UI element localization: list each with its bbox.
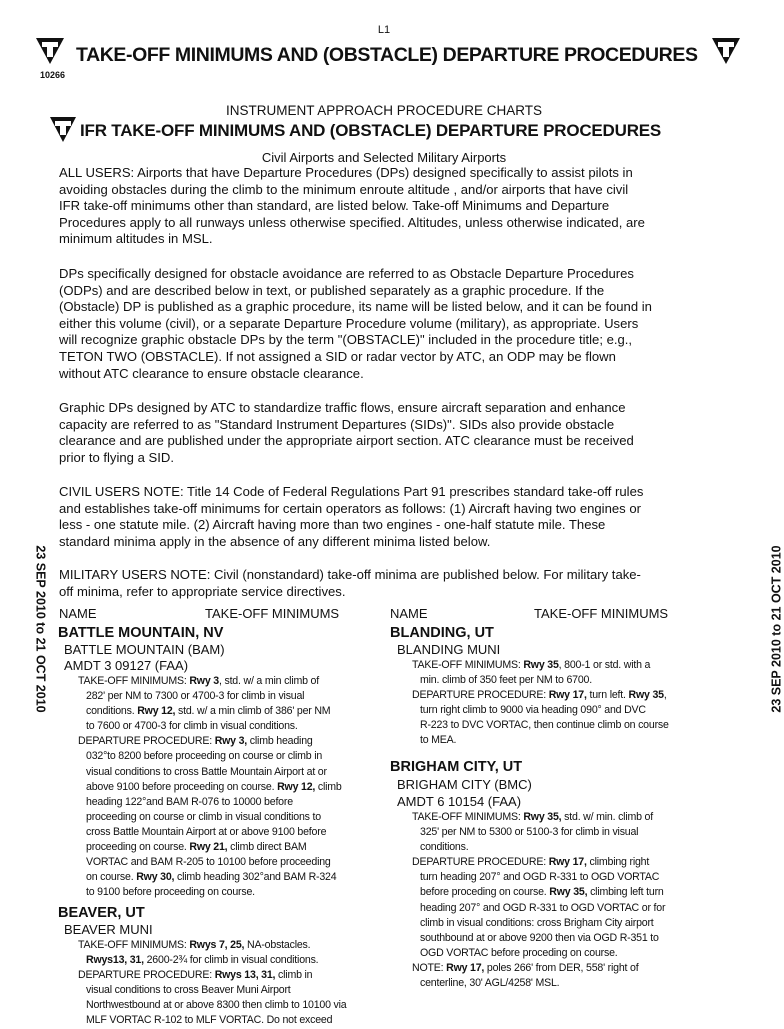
airport-city-heading: BLANDING, UT: [390, 625, 494, 641]
procedure-line: [78, 953, 378, 968]
runway-label: Rwy 17,: [548, 689, 587, 702]
take-off-minimums-triangle-icon: [712, 38, 740, 64]
minimums-column-header: TAKE-OFF MINIMUMS: [205, 606, 340, 621]
page-title: TAKE-OFF MINIMUMS AND (OBSTACLE) DEPARTURE PROCEDURES: [76, 44, 698, 66]
procedure-text: centerline, 30' AGL/4258' MSL.: [420, 977, 560, 990]
runway-label: Rwy 35: [628, 689, 664, 702]
procedure-line: [412, 825, 712, 840]
procedure-text: visual conditions to cross Beaver Muni Airport: [86, 984, 291, 997]
text-line: IFR take-off minimums other than standard, are listed below. Take-off Minimums and Departure: [59, 198, 610, 214]
text-line: DPs specifically designed for obstacle avoidance are referred to as Obstacle Departure Procedures: [59, 266, 634, 281]
text-line: MILITARY USERS NOTE: Civil (nonstandard) take-off minima are published below. For military take-: [59, 567, 641, 582]
procedure-line: [78, 840, 378, 855]
airport-city-heading: BRIGHAM CITY, UT: [390, 759, 523, 775]
chart-type-heading: INSTRUMENT APPROACH PROCEDURE CHARTS: [225, 103, 543, 118]
procedure-line: [412, 688, 712, 703]
procedure-text: visual conditions to cross Battle Mountain Airport at or: [86, 765, 327, 778]
procedure-line: [78, 968, 378, 983]
text-line: TETON TWO (OBSTACLE). If not assigned a SID or radar vector by ATC, an ODP may be flown: [59, 348, 616, 364]
procedure-text: proceeding on course.: [86, 841, 190, 854]
procedure-text: above 9100 before proceeding on course.: [86, 780, 278, 793]
procedure-line: [78, 704, 378, 719]
procedure-line: [412, 840, 712, 855]
name-column-header: NAME: [390, 606, 428, 621]
procedure-text: climbing left turn: [587, 886, 664, 899]
procedure-line: [412, 976, 712, 991]
procedure-text: 325' per NM to 5300 or 5100-3 for climb in visual: [420, 826, 639, 839]
procedure-text: climb direct BAM: [227, 841, 307, 854]
procedure-text: MLF VORTAC R-102 to MLF VORTAC. Do not exceed: [86, 1014, 333, 1027]
procedure-text: R-223 to DVC VORTAC, then continue climb on course: [420, 719, 669, 732]
procedure-line: [78, 719, 378, 734]
procedure-line: [78, 870, 378, 885]
effective-date-right: 23 SEP 2010 to 21 OCT 2010: [769, 545, 784, 713]
procedure-text: proceeding on course or climb in visual conditions to: [86, 810, 321, 823]
procedure-text: TAKE-OFF MINIMUMS:: [78, 675, 190, 687]
effective-date-left: 23 SEP 2010 to 21 OCT 2010: [33, 545, 48, 713]
procedure-text: Northwestbound at or above 8300 then climb to 10100 via: [86, 999, 347, 1012]
airport-name: BEAVER MUNI: [64, 922, 153, 937]
runway-label: Rwys 7, 25,: [189, 939, 245, 951]
procedure-text: 282' per NM to 7300 or 4700-3 for climb in visual: [86, 690, 305, 703]
procedure-line: [412, 901, 712, 916]
procedure-text: turn left.: [586, 689, 629, 702]
procedure-line: [78, 765, 378, 780]
procedure-text: , 800-1 or std. with a: [558, 659, 651, 671]
text-line: minimum altitudes in MSL.: [59, 231, 213, 247]
procedure-line: [78, 674, 378, 689]
amendment: AMDT 6 10154 (FAA): [397, 794, 522, 809]
procedure-text: climb heading 302°and BAM R-324: [174, 871, 337, 884]
runway-label: Rwy 3: [189, 675, 219, 687]
runway-label: Rwy 12,: [277, 780, 316, 793]
runway-label: Rwys 13, 31,: [214, 969, 276, 982]
text-line: CIVIL USERS NOTE: Title 14 Code of Federal Regulations Part 91 prescribes standard take-off rules: [59, 484, 644, 499]
procedure-text: to 7600 or 4700-3 for climb in visual conditions.: [86, 720, 298, 733]
airport-city-heading: BATTLE MOUNTAIN, NV: [58, 625, 224, 641]
procedure-text: 032°to 8200 before proceeding on course or climb in: [86, 750, 323, 763]
minimums-column-header: TAKE-OFF MINIMUMS: [534, 606, 669, 621]
runway-label: Rwys13, 31,: [86, 954, 144, 967]
procedure-line: [78, 810, 378, 825]
procedure-line: [78, 998, 378, 1013]
procedure-text: min. climb of 350 feet per NM to 6700.: [420, 674, 592, 687]
procedure-text: OGD VORTAC before proceding on course.: [420, 946, 618, 959]
airport-scope: Civil Airports and Selected Military Airports: [261, 150, 507, 165]
runway-label: Rwy 30,: [136, 871, 175, 884]
procedure-line: [412, 916, 712, 931]
procedure-line: [78, 983, 378, 998]
runway-label: Rwy 35,: [549, 886, 588, 899]
procedure-line: [78, 689, 378, 704]
procedure-text: climbing right: [586, 856, 650, 869]
runway-label: Rwy 17,: [548, 856, 587, 869]
procedure-line: [412, 718, 712, 733]
procedure-text: turn heading 207° and OGD R-331 to OGD VORTAC: [420, 871, 660, 884]
procedure-text: , std. w/ a min climb of: [218, 675, 319, 687]
procedure-text: heading 207° and OGD R-331 to OGD VORTAC or for: [420, 901, 666, 914]
airport-name: BRIGHAM CITY (BMC): [397, 777, 532, 792]
amendment: AMDT 3 09127 (FAA): [64, 658, 189, 673]
text-line: off minima, refer to appropriate service directives.: [59, 583, 346, 599]
airport-name: BATTLE MOUNTAIN (BAM): [64, 642, 225, 657]
procedure-text: turn right climb to 9000 via heading 090° and DVC: [420, 704, 646, 717]
procedure-text: cross Battle Mountain Airport at or above 9100 before: [86, 825, 327, 838]
procedure-text: ,: [663, 689, 667, 702]
procedure-text: before proceding on course.: [420, 886, 550, 899]
procedure-text: heading 122°and BAM R-076 to 10000 before: [86, 795, 293, 808]
procedure-text: VORTAC and BAM R-205 to 10100 before proceeding: [86, 856, 331, 869]
text-line: will recognize graphic obstacle DPs by the term "(OBSTACLE)" included in the procedure title; e.g.,: [59, 332, 633, 348]
runway-label: Rwy 12,: [137, 705, 176, 718]
procedure-line: [412, 855, 712, 870]
procedure-line: [412, 946, 712, 961]
procedure-text: std. w/ min. climb of: [561, 811, 653, 823]
procedure-text: DEPARTURE PROCEDURE:: [78, 969, 215, 982]
take-off-minimums-triangle-icon: [36, 38, 64, 64]
military-users-note: [59, 567, 709, 600]
procedure-text: NOTE:: [412, 961, 447, 974]
take-off-minimums-triangle-icon: [50, 117, 76, 142]
text-line: without ATC clearance to ensure obstacle clearance.: [59, 365, 364, 381]
procedure-text: to 9100 before proceeding on course.: [86, 886, 255, 899]
text-line: either this volume (civil), or a separate Departure Procedure volume (military), as appropriate. Users: [59, 315, 639, 331]
text-line: less - one statute mile. (2) Aircraft having more than two engines - one-half statute mile. These: [59, 517, 606, 533]
civil-users-note: [59, 484, 709, 550]
procedure-line: [412, 961, 712, 976]
runway-label: Rwy 35,: [523, 811, 562, 823]
document-number: 10266: [40, 70, 66, 80]
text-line: capacity are referred to as "Standard Instrument Departures (SIDs)". SIDs also provide obstacle: [59, 416, 615, 432]
blanding-procedures: [412, 658, 712, 749]
airport-city-heading: BEAVER, UT: [58, 905, 145, 921]
procedure-line: [78, 1013, 378, 1028]
all-users-paragraph: [59, 165, 709, 248]
text-line: Graphic DPs designed by ATC to standardize traffic flows, ensure aircraft separation and enhance: [59, 400, 626, 415]
procedure-text: climb in: [275, 969, 313, 982]
procedure-text: std. w/ a min climb of 386' per NM: [175, 705, 331, 718]
procedure-line: [78, 885, 378, 900]
procedure-line: [412, 810, 712, 825]
text-line: clearance and are published under the appropriate airport section. ATC clearance must be received: [59, 433, 634, 449]
runway-label: Rwy 35: [523, 659, 559, 671]
runway-label: Rwy 3,: [214, 735, 248, 748]
procedure-text: poles 266' from DER, 558' right of: [484, 961, 639, 974]
procedure-text: TAKE-OFF MINIMUMS:: [78, 939, 190, 951]
text-line: prior to flying a SID.: [59, 449, 174, 465]
procedure-text: conditions.: [86, 705, 138, 718]
procedure-line: [78, 795, 378, 810]
text-line: standard minima apply in the absence of any different minima listed below.: [59, 533, 491, 549]
odp-paragraph: [59, 266, 709, 382]
procedure-text: TAKE-OFF MINIMUMS:: [412, 659, 524, 671]
procedure-text: climb: [315, 780, 342, 793]
sid-paragraph: [59, 400, 709, 466]
procedure-text: TAKE-OFF MINIMUMS:: [412, 811, 524, 823]
procedure-line: [78, 734, 378, 749]
brigham-city-procedures: [412, 810, 712, 991]
procedure-line: [412, 733, 712, 748]
procedure-line: [412, 703, 712, 718]
procedure-text: southbound at or above 9200 then via OGD R-351 to: [420, 931, 659, 944]
procedure-line: [78, 855, 378, 870]
procedure-text: climb heading: [247, 735, 313, 748]
text-line: ALL USERS: Airports that have Departure Procedures (DPs) designed specifically to assist pilots in: [59, 165, 633, 180]
procedure-line: [412, 885, 712, 900]
procedure-text: DEPARTURE PROCEDURE:: [412, 856, 549, 869]
procedure-line: [412, 931, 712, 946]
procedure-line: [412, 673, 712, 688]
procedure-text: on course.: [86, 871, 137, 884]
text-line: avoiding obstacles during the climb to the minimum enroute altitude , and/or airports that have civil: [59, 181, 629, 197]
page-number: L1: [377, 24, 391, 36]
procedure-text: DEPARTURE PROCEDURE:: [412, 689, 549, 702]
procedure-line: [78, 749, 378, 764]
runway-label: Rwy 21,: [189, 841, 228, 854]
procedure-text: to MEA.: [420, 734, 457, 747]
procedure-text: DEPARTURE PROCEDURE:: [78, 735, 215, 748]
procedure-text: climb in visual conditions: cross Brigham City airport: [420, 916, 654, 929]
text-line: Procedures apply to all runways unless otherwise specified. Altitudes, unless otherwise indicated, are: [59, 214, 645, 230]
battle-mountain-procedures: [78, 674, 378, 900]
beaver-procedures: [78, 938, 378, 1029]
text-line: (Obstacle) DP is published as a graphic procedure, its name will be listed below, and it can be found in: [59, 299, 652, 315]
runway-label: Rwy 17,: [446, 961, 485, 974]
text-line: and establishes take-off minimums for certain operators as follows: (1) Aircraft having two engines or: [59, 500, 641, 516]
text-line: (ODPs) and are described below in text, or published separately as a graphic procedure. If the: [59, 282, 605, 298]
ifr-title: IFR TAKE-OFF MINIMUMS AND (OBSTACLE) DEPARTURE PROCEDURES: [80, 121, 662, 140]
procedure-text: conditions.: [420, 841, 469, 854]
name-column-header: NAME: [59, 606, 97, 621]
procedure-line: [412, 870, 712, 885]
procedure-text: 2600-2¾ for climb in visual conditions.: [143, 954, 319, 967]
procedure-line: [78, 938, 378, 953]
airport-name: BLANDING MUNI: [397, 642, 501, 657]
procedure-line: [412, 658, 712, 673]
procedure-line: [78, 780, 378, 795]
procedure-line: [78, 825, 378, 840]
procedure-text: NA-obstacles.: [244, 939, 311, 951]
